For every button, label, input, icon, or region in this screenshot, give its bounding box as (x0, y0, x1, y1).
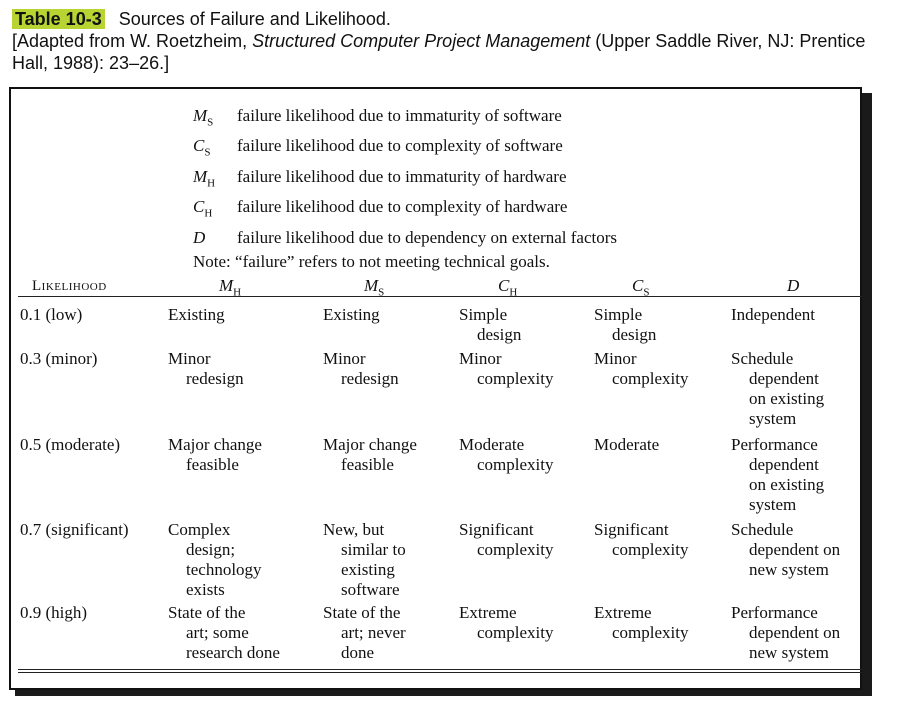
cell-line: redesign (341, 369, 399, 388)
table-cell-likelihood (20, 520, 129, 540)
column-header-ch: $C_H$ (498, 276, 518, 299)
cell-line: Significant (459, 520, 534, 539)
cell-line: software (341, 580, 400, 599)
cell-line: feasible (186, 455, 239, 474)
table-cell-ms (323, 349, 399, 389)
cell-line: State of the (168, 603, 246, 622)
cell-line: complexity (477, 623, 554, 642)
column-header-likelihood: Likelihood (32, 278, 107, 294)
cell-line: Moderate (594, 435, 660, 454)
table-cell-ms (323, 305, 380, 325)
table-cell-ch (459, 349, 553, 389)
cell-line: system (749, 409, 797, 428)
table-cell-ms (323, 520, 406, 600)
table-cell-mh (168, 520, 262, 600)
cell-line: Schedule (731, 349, 794, 368)
cell-line: Significant (594, 520, 669, 539)
column-header-mh: $M_H$ (219, 276, 242, 299)
cell-line: Complex (168, 520, 231, 539)
cell-line: new system (749, 560, 829, 579)
cell-line: Simple (459, 305, 508, 324)
cell-line: new system (749, 643, 829, 662)
legend-symbol: $M_H$ (193, 166, 216, 190)
table-header-row (18, 270, 863, 297)
table-cell-likelihood (20, 349, 97, 369)
cell-line: Minor (323, 349, 366, 368)
cell-line: Major change (323, 435, 417, 454)
table-cell-likelihood (20, 305, 82, 325)
table-cell-cs (594, 435, 659, 455)
legend-item (193, 226, 617, 250)
cell-line: research done (186, 643, 280, 662)
cell-line: Simple (594, 305, 643, 324)
cell-line: Extreme (459, 603, 517, 622)
cell-line: feasible (341, 455, 394, 474)
table-source (12, 30, 892, 74)
column-header-cs: $C_S$ (632, 276, 650, 299)
cell-line: Existing (168, 305, 225, 324)
legend-item (193, 104, 617, 134)
cell-line: complexity (477, 369, 554, 388)
cell-line: Major change (168, 435, 262, 454)
cell-line: 0.3 (minor) (20, 349, 98, 368)
cell-line: similar to (341, 540, 406, 559)
table-cell-d (731, 435, 824, 515)
table-bottom-rule (18, 669, 863, 670)
table-cell-cs (594, 305, 656, 345)
legend-description: failure likelihood due to immaturity of software (237, 106, 562, 125)
legend-symbol: $C_S$ (193, 136, 211, 159)
cell-line: complexity (477, 455, 554, 474)
cell-line: done (341, 643, 375, 662)
cell-line: Schedule (731, 520, 794, 539)
cell-line: complexity (612, 540, 689, 559)
legend-note: Note: “failure” refers to not meeting technical goals. (193, 251, 550, 271)
table-cell-ms (323, 603, 406, 663)
legend-description: failure likelihood due to complexity of hardware (237, 197, 568, 217)
cell-line: 0.7 (significant) (20, 520, 129, 539)
cell-line: existing (341, 560, 395, 579)
cell-line: Minor (594, 349, 637, 368)
cell-line: system (749, 495, 797, 514)
table-body (18, 297, 863, 665)
column-header-d: D (787, 276, 800, 295)
cell-line: Minor (168, 349, 211, 368)
caption-title-line (12, 8, 892, 30)
table-cell-cs (594, 349, 688, 389)
legend-symbol: D (193, 227, 206, 247)
cell-line: exists (186, 580, 225, 599)
cell-line: on existing (749, 389, 825, 408)
table-row (18, 435, 863, 520)
table-cell-d (731, 603, 840, 663)
table-row (18, 305, 863, 349)
cell-line: design (477, 325, 522, 344)
cell-line: complexity (477, 540, 554, 559)
table-cell-cs (594, 520, 688, 560)
legend-item (193, 134, 617, 164)
cell-line: dependent (749, 369, 819, 388)
table-cell-mh (168, 305, 225, 325)
legend-description: failure likelihood due to dependency on external factors (237, 227, 617, 247)
table-cell-d (731, 349, 824, 429)
cell-line: Existing (323, 305, 380, 324)
cell-line: design; (186, 540, 236, 559)
source-prefix: [Adapted from W. Roetzheim, (12, 31, 253, 51)
cell-line: design (612, 325, 657, 344)
table-cell-d (731, 520, 840, 580)
cell-line: New, but (323, 520, 385, 539)
table-cell-ch (459, 520, 553, 560)
cell-line: complexity (612, 369, 689, 388)
table-cell-mh (168, 435, 262, 475)
cell-line: Performance (731, 435, 818, 454)
legend-description: failure likelihood due to immaturity of hardware (237, 166, 567, 186)
cell-line: dependent (749, 455, 819, 474)
legend-item (193, 195, 617, 225)
cell-line: 0.9 (high) (20, 603, 88, 622)
cell-line: Independent (731, 305, 816, 324)
table-cell-mh (168, 349, 244, 389)
cell-line: dependent on (749, 623, 841, 642)
likelihood-table (18, 270, 863, 665)
source-book-title: Structured Computer Project Management (252, 31, 591, 51)
cell-line: on existing (749, 475, 825, 494)
legend-description: failure likelihood due to complexity of software (237, 136, 563, 156)
cell-line: redesign (186, 369, 244, 388)
cell-line: Extreme (594, 603, 652, 622)
table-cell-mh (168, 603, 280, 663)
table-row (18, 349, 863, 435)
cell-line: 0.1 (low) (20, 305, 83, 324)
table-cell-cs (594, 603, 688, 643)
table-cell-ms (323, 435, 417, 475)
table-cell-ch (459, 435, 553, 475)
table-cell-likelihood (20, 435, 120, 455)
table-number: Table 10-3 (12, 9, 105, 29)
cell-line: dependent on (749, 540, 841, 559)
table-cell-ch (459, 603, 553, 643)
table-row (18, 520, 863, 603)
legend-symbol: $C_H$ (193, 197, 213, 220)
cell-line: State of the (323, 603, 401, 622)
cell-line: Minor (459, 349, 502, 368)
table-cell-likelihood (20, 603, 87, 623)
table-caption (12, 8, 892, 74)
cell-line: complexity (612, 623, 689, 642)
legend-item (193, 165, 617, 195)
cell-line: art; some (186, 623, 249, 642)
table-cell-ch (459, 305, 521, 345)
cell-line: art; never (341, 623, 406, 642)
column-header-ms: $M_S$ (364, 276, 385, 299)
table-row (18, 603, 863, 665)
cell-line: 0.5 (moderate) (20, 435, 121, 454)
legend-symbol: $M_S$ (193, 106, 214, 129)
table-bottom-rule-double (18, 672, 863, 673)
table-cell-d (731, 305, 815, 325)
table-title: Sources of Failure and Likelihood. (118, 9, 391, 29)
cell-line: Moderate (459, 435, 525, 454)
cell-line: Performance (731, 603, 818, 622)
source-suffix: (Upper Saddle River, NJ: Prentice Hall, 1988): 23–26.] (12, 31, 866, 73)
symbol-legend (193, 104, 617, 274)
cell-line: technology (186, 560, 262, 579)
